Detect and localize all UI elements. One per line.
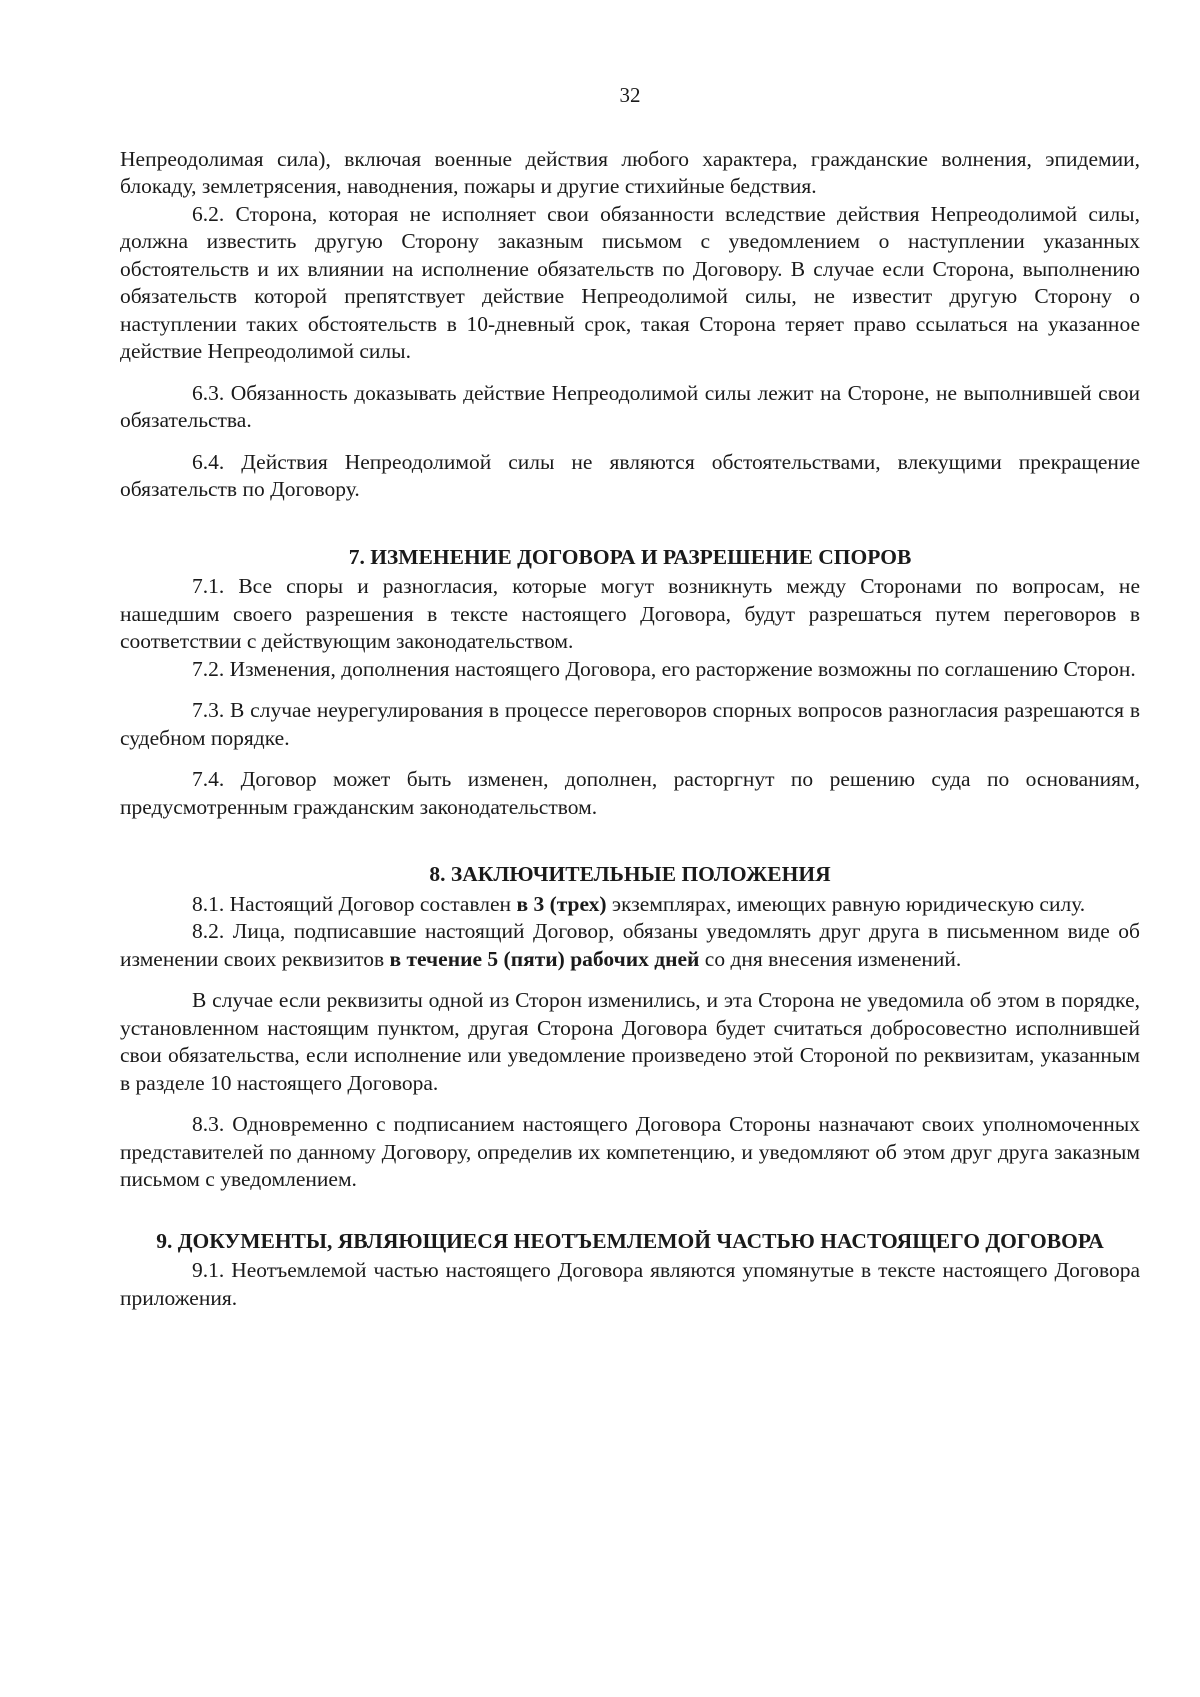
paragraph-8-1-bold: в 3 (трех) <box>516 891 607 916</box>
paragraph-8-2-text-b: со дня внесения изменений. <box>699 946 962 971</box>
paragraph-8-2-bold: в течение 5 (пяти) рабочих дней <box>389 946 700 971</box>
paragraph-9-1: 9.1. Неотъемлемой частью настоящего Договора являются упомянутые в тексте настоящего Договора приложения. <box>120 1258 1140 1310</box>
paragraph-6-3: 6.3. Обязанность доказывать действие Непреодолимой силы лежит на Стороне, не выполнившей свои обязательства. <box>120 380 1140 432</box>
paragraph-8-2-continued: В случае если реквизиты одной из Сторон изменились, и эта Сторона не уведомила об этом в порядке, установленном настоящим пунктом, другая Сторона Договора будет считаться добросовестно исполнившей свои обязательства, если исполнение или уведомление произведено этой Стороной по реквизитам, указанным в разделе 10 настоящего Договора. <box>120 988 1140 1095</box>
paragraph-8-2 <box>120 918 1140 973</box>
section-7-title: 7. ИЗМЕНЕНИЕ ДОГОВОРА И РАЗРЕШЕНИЕ СПОРОВ <box>348 544 912 569</box>
paragraph-6-2: 6.2. Сторона, которая не исполняет свои обязанности вследствие действия Непреодолимой силы, должна известить другую Сторону заказным письмом с уведомлением о наступлении указанных обстоятельств и их влиянии на исполнение обязательств по Договору. В случае если Сторона, выполнению обязательств которой препятствует действие Непреодолимой силы, не известит другую Сторону о наступлении таких обстоятельств в 10-дневный срок, такая Сторона теряет право ссылаться на указанное действие Непреодолимой силы. <box>120 201 1140 363</box>
paragraph-8-1 <box>120 891 1140 919</box>
paragraph-6-4: 6.4. Действия Непреодолимой силы не являются обстоятельствами, влекущими прекращение обязательств по Договору. <box>120 449 1140 501</box>
paragraph-intro: Непреодолимая сила), включая военные действия любого характера, гражданские волнения, эпидемии, блокаду, землетрясения, наводнения, пожары и другие стихийные бедствия. <box>120 146 1140 198</box>
paragraph-7-1: 7.1. Все споры и разногласия, которые могут возникнуть между Сторонами по вопросам, не нашедшим своего разрешения в тексте настоящего Договора, будут разрешаться путем переговоров в соответствии с действующим законодательством. <box>120 574 1140 653</box>
paragraph-7-3: 7.3. В случае неурегулирования в процессе переговоров спорных вопросов разногласия разрешаются в судебном порядке. <box>120 698 1140 750</box>
section-9-title: 9. ДОКУМЕНТЫ, ЯВЛЯЮЩИЕСЯ НЕОТЪЕМЛЕМОЙ ЧАСТЬЮ НАСТОЯЩЕГО ДОГОВОРА <box>156 1228 1104 1253</box>
paragraph-7-4: 7.4. Договор может быть изменен, дополнен, расторгнут по решению суда по основаниям, предусмотренным гражданским законодательством. <box>120 767 1140 819</box>
paragraph-7-2: 7.2. Изменения, дополнения настоящего Договора, его расторжение возможны по соглашению Сторон. <box>192 656 1136 681</box>
section-8-title: 8. ЗАКЛЮЧИТЕЛЬНЫЕ ПОЛОЖЕНИЯ <box>429 862 831 886</box>
paragraph-8-1-text-a: 8.1. Настоящий Договор составлен <box>192 891 517 916</box>
paragraph-8-1-text-b: экземплярах, имеющих равную юридическую силу. <box>606 891 1086 916</box>
page-number: 32 <box>619 83 641 107</box>
paragraph-8-2-text-a: 8.2. Лица, подписавшие настоящий Договор, обязаны уведомлять друг друга в письменном виде об изменении своих реквизитов <box>120 919 1140 971</box>
paragraph-8-3: 8.3. Одновременно с подписанием настоящего Договора Стороны назначают своих уполномоченных представителей по данному Договору, определив их компетенцию, и уведомляют об этом друг друга заказным письмом с уведомлением. <box>120 1112 1140 1191</box>
